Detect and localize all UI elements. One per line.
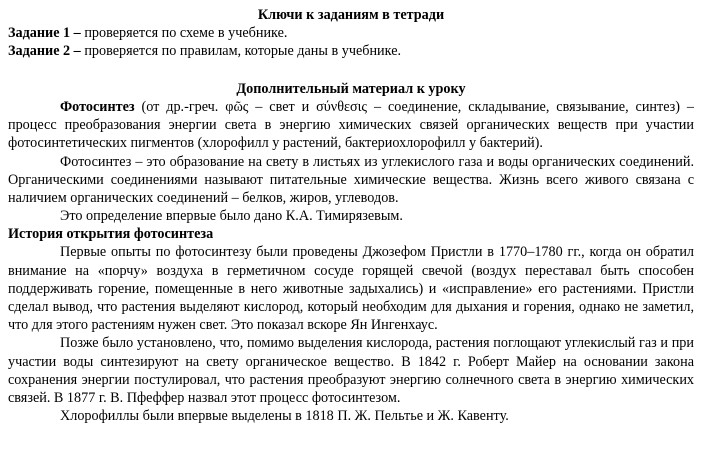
task-1-text: проверяется по схеме в учебнике. <box>80 25 288 41</box>
chlorophyll-paragraph: Хлорофиллы были впервые выделены в 1818 П. Ж. Пельтье и Ж. Кавенту. <box>60 408 509 425</box>
definition-term: Фотосинтез <box>60 99 135 115</box>
document-page <box>8 6 694 425</box>
timiryazev-paragraph: Это определение впервые было дано К.А. Тимирязевым. <box>60 208 403 225</box>
extra-material-title: Дополнительный материал к уроку <box>236 81 466 97</box>
task-2-text: проверяется по правилам, которые даны в учебнике. <box>80 43 402 59</box>
mayer-paragraph: Позже было установлено, что, помимо выделения кислорода, растения поглощают углекислый газ и при участии воды синтезируют на свету органическое вещество. В 1842 г. Роберт Майер на основании закона сохранения энергии постулировал, что растения преобразуют энергию солнечного света в энергию химических связей. В 1877 г. В. Пфеффер назвал этот процесс фотосинтезом. <box>8 335 694 407</box>
definition-text: (от др.-греч. φῶς – свет и σύνθεσις – соединение, складывание, связывание, синтез) – процесс преобразования энергии света в энергию химических связей органических веществ при участии фотосинтетических пигментов (хлорофилл у растений, бактериохлорофилл у бактерий). <box>8 99 694 152</box>
definition-paragraph <box>8 98 694 153</box>
history-heading: История открытия фотосинтеза <box>8 226 214 243</box>
spacer <box>8 60 694 80</box>
task-1-label: Задание 1 – <box>8 25 81 41</box>
task-2-label: Задание 2 – <box>8 43 81 59</box>
task-2-line <box>8 42 694 60</box>
photosynthesis-paragraph: Фотосинтез – это образование на свету в листьях из углекислого газа и воды органических соединений. Органическими соединениями называют питательные химические вещества. Жизнь всего живого связана с наличием органических соединений – белков, жиров, углеводов. <box>8 153 694 207</box>
priestley-paragraph: Первые опыты по фотосинтезу были проведены Джозефом Пристли в 1770–1780 гг., когда он обратил внимание на «порчу» воздуха в герметичном сосуде горящей свечой (воздух переставал быть способен поддерживать горение, помещенные в него животные задыхались) и «исправление» его растениями. Пристли сделал вывод, что растения выделяют кислород, который необходим для дыхания и горения, однако не заметил, что для этого растениям нужен свет. Это показал вскоре Ян Ингенхаус. <box>8 244 694 334</box>
keys-title: Ключи к заданиям в тетради <box>257 7 445 23</box>
task-1-line <box>8 24 694 42</box>
